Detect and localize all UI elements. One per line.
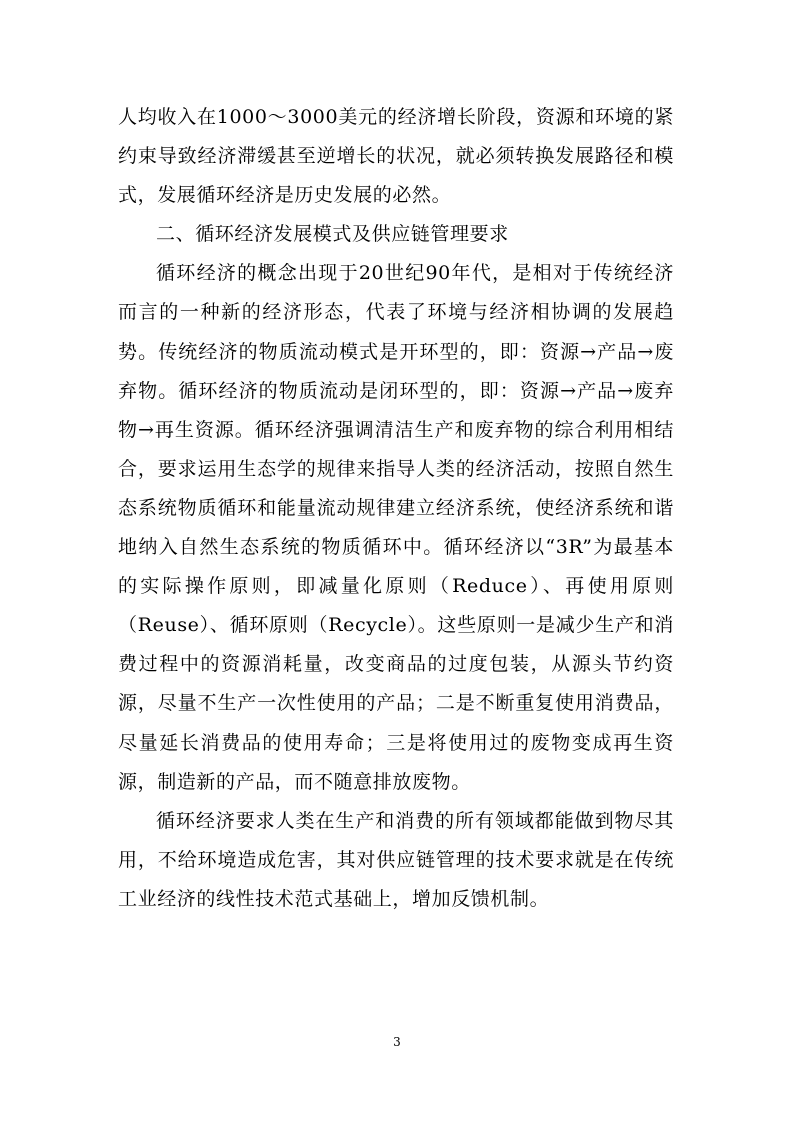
- page-number: 3: [393, 1035, 401, 1049]
- paragraph-continuation: 人均收入在1000～3000美元的经济增长阶段，资源和环境的紧约束导致经济滞缓甚至逆增长的状况，就必须转换发展路径和模式，发展循环经济是历史发展的必然。: [118, 106, 674, 207]
- section-heading: 二、循环经济发展模式及供应链管理要求: [156, 223, 509, 246]
- paragraph-supply-chain-requirement: 循环经济要求人类在生产和消费的所有领域都能做到物尽其用，不给环境造成危害，其对供应链管理的技术要求就是在传统工业经济的线性技术范式基础上，增加反馈机制。: [118, 809, 674, 910]
- paragraph-circular-economy-concept: 循环经济的概念出现于20世纪90年代，是相对于传统经济而言的一种新的经济形态，代表了环境与经济相协调的发展趋势。传统经济的物质流动模式是开环型的，即：资源→产品→废弃物。循环经济的物质流动是闭环型的，即：资源→产品→废弃物→再生资源。循环经济强调清洁生产和废弃物的综合利用相结合，要求运用生态学的规律来指导人类的经济活动，按照自然生态系统物质循环和能量流动规律建立经济系统，使经济系统和谐地纳入自然生态系统的物质循环中。循环经济以“3R”为最基本的实际操作原则，即减量化原则（Reduce）、再使用原则（Reuse）、循环原则（Recycle）。这些原则一是减少生产和消费过程中的资源消耗量，改变商品的过度包装，从源头节约资源，尽量不生产一次性使用的产品；二是不断重复使用消费品，尽量延长消费品的使用寿命；三是将使用过的废物变成再生资源，制造新的产品，而不随意排放废物。: [118, 262, 674, 793]
- body-text: [118, 98, 674, 919]
